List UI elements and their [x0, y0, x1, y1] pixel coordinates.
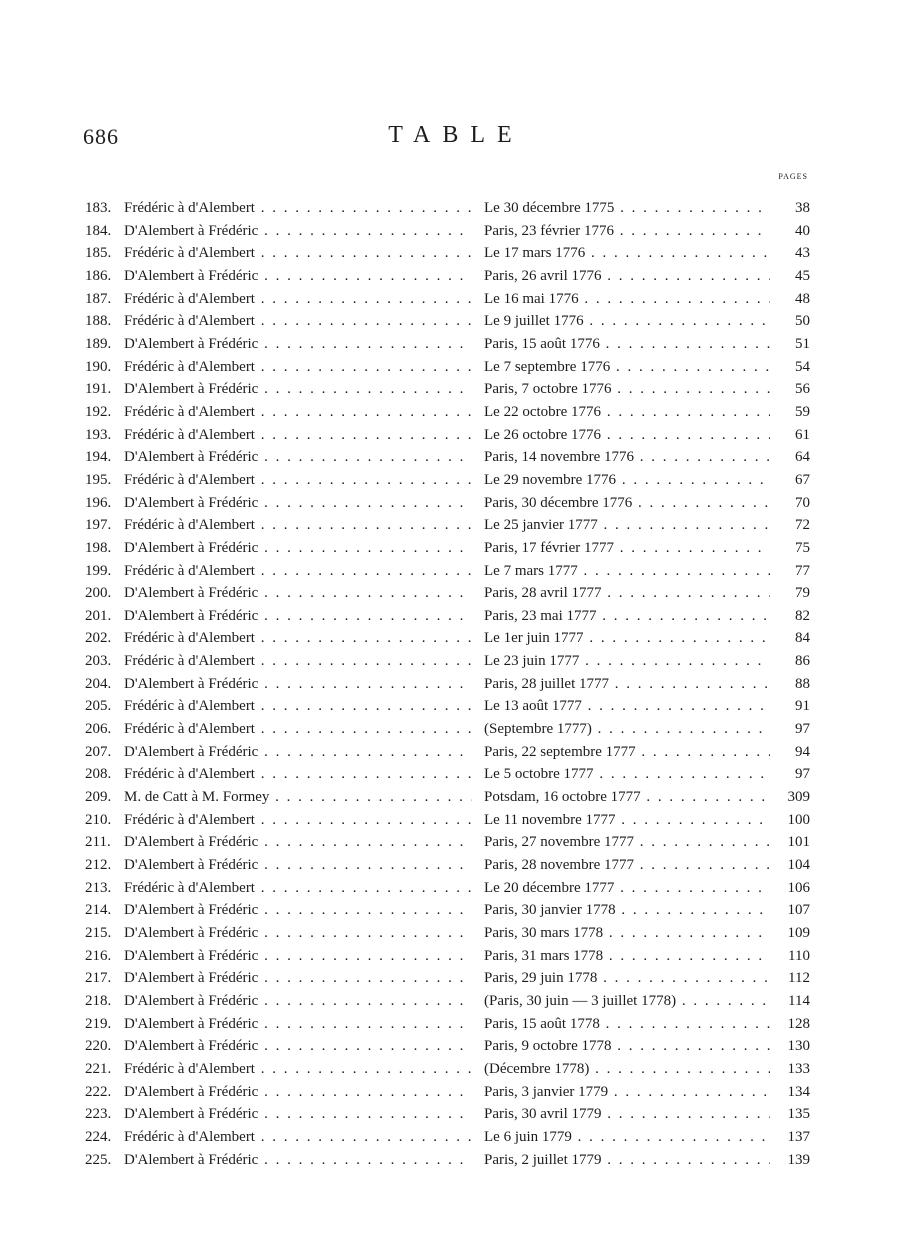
- entry-date: Paris, 30 avril 1779 . . .: [484, 1103, 770, 1126]
- entry-page-number: 51: [770, 333, 810, 356]
- entry-page-number: 72: [770, 514, 810, 537]
- entry-number: 217.: [85, 970, 112, 987]
- entry-number: 191.: [85, 381, 112, 398]
- entry-page-number: 130: [770, 1035, 810, 1058]
- entry-number: 200.: [85, 585, 112, 602]
- entry-page-number: 309: [770, 786, 810, 809]
- toc-entry: [85, 786, 810, 809]
- toc-entry: [85, 378, 810, 401]
- entry-page-number: 64: [770, 446, 810, 469]
- entry-title: D'Alembert à Frédéric . . .: [124, 605, 472, 628]
- entry-date: Le 7 mars 1777 . . .: [484, 560, 770, 583]
- entry-title: D'Alembert à Frédéric . . .: [124, 831, 472, 854]
- entry-number: 195.: [85, 471, 112, 488]
- toc-entry: [85, 1126, 810, 1149]
- entry-number: 194.: [85, 449, 112, 466]
- entry-title: D'Alembert à Frédéric . . .: [124, 582, 472, 605]
- entry-page-number: 67: [770, 469, 810, 492]
- entry-number: 216.: [85, 947, 112, 964]
- entry-title: Frédéric à d'Alembert . . .: [124, 288, 472, 311]
- entry-date: Paris, 26 avril 1776 . . .: [484, 265, 770, 288]
- entry-title: D'Alembert à Frédéric . . .: [124, 1081, 472, 1104]
- entry-title: Frédéric à d'Alembert . . .: [124, 401, 472, 424]
- page-number: 686: [83, 124, 119, 149]
- toc-entry: [85, 990, 810, 1013]
- entry-page-number: 61: [770, 424, 810, 447]
- entry-date: Le 16 mai 1776 . . .: [484, 288, 770, 311]
- entry-page-number: 70: [770, 492, 810, 515]
- entry-number: 192.: [85, 403, 112, 420]
- entry-number: 187.: [85, 290, 112, 307]
- entry-date: Paris, 28 avril 1777 . . .: [484, 582, 770, 605]
- entry-page-number: 109: [770, 922, 810, 945]
- toc-entry: [85, 1035, 810, 1058]
- entry-title: M. de Catt à M. Formey . . .: [124, 786, 472, 809]
- toc-entry: [85, 582, 810, 605]
- entry-date: Le 25 janvier 1777 . . .: [484, 514, 770, 537]
- entry-date: Paris, 3 janvier 1779 . . .: [484, 1081, 770, 1104]
- toc-entry: [85, 560, 810, 583]
- entry-number: 190.: [85, 358, 112, 375]
- entry-page-number: 133: [770, 1058, 810, 1081]
- entry-date: Paris, 30 mars 1778 . . .: [484, 922, 770, 945]
- toc-entry: [85, 945, 810, 968]
- entry-number: 198.: [85, 539, 112, 556]
- entry-number: 208.: [85, 766, 112, 783]
- entry-number: 219.: [85, 1015, 112, 1032]
- toc-entry: [85, 1081, 810, 1104]
- entry-number: 185.: [85, 245, 112, 262]
- toc-entry: [85, 333, 810, 356]
- toc-entry: [85, 537, 810, 560]
- toc-entry: [85, 967, 810, 990]
- toc-entry: [85, 718, 810, 741]
- entry-title: Frédéric à d'Alembert . . .: [124, 356, 472, 379]
- entry-date: Paris, 30 janvier 1778 . . .: [484, 899, 770, 922]
- entry-number: 193.: [85, 426, 112, 443]
- entry-number: 207.: [85, 743, 112, 760]
- running-title: TABLE: [388, 122, 524, 148]
- entry-number: 206.: [85, 721, 112, 738]
- entry-title: D'Alembert à Frédéric . . .: [124, 945, 472, 968]
- entry-page-number: 134: [770, 1081, 810, 1104]
- entry-date: Paris, 7 octobre 1776 . . .: [484, 378, 770, 401]
- toc-entry: [85, 1013, 810, 1036]
- toc-entry: [85, 514, 810, 537]
- entry-title: D'Alembert à Frédéric . . .: [124, 1013, 472, 1036]
- entry-page-number: 114: [770, 990, 810, 1013]
- entry-number: 212.: [85, 857, 112, 874]
- entry-page-number: 56: [770, 378, 810, 401]
- entry-date: Le 11 novembre 1777 . . .: [484, 809, 770, 832]
- toc-entry: [85, 1103, 810, 1126]
- entry-title: Frédéric à d'Alembert . . .: [124, 695, 472, 718]
- toc-entry: [85, 492, 810, 515]
- entry-date: Paris, 15 août 1778 . . .: [484, 1013, 770, 1036]
- entry-title: Frédéric à d'Alembert . . .: [124, 650, 472, 673]
- entry-title: Frédéric à d'Alembert . . .: [124, 310, 472, 333]
- entry-page-number: 100: [770, 809, 810, 832]
- entry-title: D'Alembert à Frédéric . . .: [124, 967, 472, 990]
- entry-date: (Décembre 1778) . . .: [484, 1058, 770, 1081]
- entry-date: Le 7 septembre 1776 . . .: [484, 356, 770, 379]
- toc-entry: [85, 310, 810, 333]
- entry-page-number: 45: [770, 265, 810, 288]
- entry-page-number: 110: [770, 945, 810, 968]
- entry-page-number: 43: [770, 242, 810, 265]
- entry-date: Le 29 novembre 1776 . . .: [484, 469, 770, 492]
- entry-date: Paris, 9 octobre 1778 . . .: [484, 1035, 770, 1058]
- toc-entry: [85, 899, 810, 922]
- entry-date: (Septembre 1777) . . .: [484, 718, 770, 741]
- entry-number: 199.: [85, 562, 112, 579]
- entry-page-number: 88: [770, 673, 810, 696]
- entry-number: 202.: [85, 630, 112, 647]
- toc-entry: [85, 627, 810, 650]
- entry-page-number: 54: [770, 356, 810, 379]
- entry-title: Frédéric à d'Alembert . . .: [124, 197, 472, 220]
- toc-entry: [85, 763, 810, 786]
- entry-title: D'Alembert à Frédéric . . .: [124, 1149, 472, 1172]
- entry-number: 224.: [85, 1128, 112, 1145]
- entry-number: 221.: [85, 1060, 112, 1077]
- entry-title: Frédéric à d'Alembert . . .: [124, 560, 472, 583]
- entry-title: D'Alembert à Frédéric . . .: [124, 1035, 472, 1058]
- toc-entry: [85, 605, 810, 628]
- entry-title: Frédéric à d'Alembert . . .: [124, 718, 472, 741]
- entry-page-number: 59: [770, 401, 810, 424]
- entry-number: 189.: [85, 335, 112, 352]
- toc-entry: [85, 741, 810, 764]
- entry-date: Paris, 31 mars 1778 . . .: [484, 945, 770, 968]
- entry-title: D'Alembert à Frédéric . . .: [124, 446, 472, 469]
- entry-title: Frédéric à d'Alembert . . .: [124, 242, 472, 265]
- entry-title: D'Alembert à Frédéric . . .: [124, 741, 472, 764]
- entry-title: D'Alembert à Frédéric . . .: [124, 922, 472, 945]
- entry-date: Le 23 juin 1777 . . .: [484, 650, 770, 673]
- entry-number: 204.: [85, 675, 112, 692]
- entry-title: Frédéric à d'Alembert . . .: [124, 1126, 472, 1149]
- entry-title: Frédéric à d'Alembert . . .: [124, 424, 472, 447]
- toc-entry: [85, 469, 810, 492]
- entry-number: 184.: [85, 222, 112, 239]
- toc-entry: [85, 1149, 810, 1172]
- entry-title: D'Alembert à Frédéric . . .: [124, 220, 472, 243]
- toc-entry: [85, 446, 810, 469]
- entry-number: 205.: [85, 698, 112, 715]
- toc-entry: [85, 220, 810, 243]
- entry-number: 214.: [85, 902, 112, 919]
- entry-date: Le 20 décembre 1777 . . .: [484, 877, 770, 900]
- entry-page-number: 97: [770, 763, 810, 786]
- entry-number: 218.: [85, 992, 112, 1009]
- entry-date: Paris, 22 septembre 1777 . . .: [484, 741, 770, 764]
- entry-title: D'Alembert à Frédéric . . .: [124, 1103, 472, 1126]
- entry-title: D'Alembert à Frédéric . . .: [124, 492, 472, 515]
- entry-page-number: 139: [770, 1149, 810, 1172]
- toc-entry: [85, 695, 810, 718]
- toc-entry: [85, 197, 810, 220]
- entry-title: D'Alembert à Frédéric . . .: [124, 673, 472, 696]
- entry-number: 197.: [85, 517, 112, 534]
- entry-title: Frédéric à d'Alembert . . .: [124, 627, 472, 650]
- toc-entry: [85, 242, 810, 265]
- entry-page-number: 137: [770, 1126, 810, 1149]
- entry-date: Paris, 15 août 1776 . . .: [484, 333, 770, 356]
- entry-title: D'Alembert à Frédéric . . .: [124, 378, 472, 401]
- entry-page-number: 86: [770, 650, 810, 673]
- entry-page-number: 128: [770, 1013, 810, 1036]
- entry-title: Frédéric à d'Alembert . . .: [124, 514, 472, 537]
- entry-date: Le 5 octobre 1777 . . .: [484, 763, 770, 786]
- entry-date: Le 30 décembre 1775 . . .: [484, 197, 770, 220]
- entry-page-number: 104: [770, 854, 810, 877]
- toc-entry: [85, 424, 810, 447]
- table-of-contents: [85, 197, 810, 1171]
- entry-title: Frédéric à d'Alembert . . .: [124, 469, 472, 492]
- entry-page-number: 91: [770, 695, 810, 718]
- entry-title: D'Alembert à Frédéric . . .: [124, 333, 472, 356]
- entry-date: Paris, 27 novembre 1777 . . .: [484, 831, 770, 854]
- entry-date: Le 9 juillet 1776 . . .: [484, 310, 770, 333]
- entry-date: Paris, 28 juillet 1777 . . .: [484, 673, 770, 696]
- entry-date: Paris, 14 novembre 1776 . . .: [484, 446, 770, 469]
- entry-page-number: 135: [770, 1103, 810, 1126]
- toc-entry: [85, 1058, 810, 1081]
- entry-date: Paris, 2 juillet 1779 . . .: [484, 1149, 770, 1172]
- entry-page-number: 75: [770, 537, 810, 560]
- entry-page-number: 48: [770, 288, 810, 311]
- entry-date: Le 26 octobre 1776 . . .: [484, 424, 770, 447]
- pages-column-label: PAGES: [778, 172, 808, 181]
- entry-date: Paris, 29 juin 1778 . . .: [484, 967, 770, 990]
- toc-entry: [85, 922, 810, 945]
- entry-title: D'Alembert à Frédéric . . .: [124, 990, 472, 1013]
- toc-entry: [85, 877, 810, 900]
- entry-number: 210.: [85, 811, 112, 828]
- toc-entry: [85, 650, 810, 673]
- entry-date: Le 1er juin 1777 . . .: [484, 627, 770, 650]
- entry-title: Frédéric à d'Alembert . . .: [124, 1058, 472, 1081]
- entry-date: Le 6 juin 1779 . . .: [484, 1126, 770, 1149]
- entry-title: D'Alembert à Frédéric . . .: [124, 265, 472, 288]
- entry-number: 215.: [85, 925, 112, 941]
- entry-date: Le 13 août 1777 . . .: [484, 695, 770, 718]
- entry-number: 186.: [85, 267, 112, 284]
- entry-number: 220.: [85, 1038, 112, 1055]
- toc-entry: [85, 854, 810, 877]
- entry-page-number: 38: [770, 197, 810, 220]
- entry-page-number: 84: [770, 627, 810, 650]
- toc-entry: [85, 831, 810, 854]
- entry-page-number: 97: [770, 718, 810, 741]
- entry-title: Frédéric à d'Alembert . . .: [124, 763, 472, 786]
- entry-date: Paris, 28 novembre 1777 . . .: [484, 854, 770, 877]
- toc-entry: [85, 401, 810, 424]
- entry-date: Potsdam, 16 octobre 1777 . . .: [484, 786, 770, 809]
- entry-number: 209.: [85, 789, 112, 806]
- entry-date: Paris, 30 décembre 1776 . . .: [484, 492, 770, 515]
- entry-title: Frédéric à d'Alembert . . .: [124, 809, 472, 832]
- entry-number: 211.: [85, 834, 111, 851]
- toc-entry: [85, 673, 810, 696]
- entry-page-number: 40: [770, 220, 810, 243]
- entry-title: Frédéric à d'Alembert . . .: [124, 877, 472, 900]
- entry-number: 183.: [85, 200, 112, 216]
- entry-number: 225.: [85, 1151, 112, 1168]
- entry-date: Le 17 mars 1776 . . .: [484, 242, 770, 265]
- entry-date: (Paris, 30 juin — 3 juillet 1778) . . .: [484, 990, 770, 1013]
- entry-title: D'Alembert à Frédéric . . .: [124, 854, 472, 877]
- entry-page-number: 82: [770, 605, 810, 628]
- entry-page-number: 94: [770, 741, 810, 764]
- toc-entry: [85, 809, 810, 832]
- entry-number: 222.: [85, 1083, 112, 1100]
- entry-page-number: 79: [770, 582, 810, 605]
- entry-number: 196.: [85, 494, 112, 511]
- entry-number: 213.: [85, 879, 112, 896]
- entry-number: 203.: [85, 653, 112, 670]
- entry-date: Le 22 octobre 1776 . . .: [484, 401, 770, 424]
- entry-page-number: 50: [770, 310, 810, 333]
- entry-page-number: 106: [770, 877, 810, 900]
- entry-date: Paris, 23 février 1776 . . .: [484, 220, 770, 243]
- toc-entry: [85, 356, 810, 379]
- entry-number: 188.: [85, 313, 112, 330]
- entry-number: 201.: [85, 607, 112, 624]
- toc-entry: [85, 288, 810, 311]
- entry-title: D'Alembert à Frédéric . . .: [124, 899, 472, 922]
- entry-page-number: 112: [770, 967, 810, 990]
- entry-title: D'Alembert à Frédéric . . .: [124, 537, 472, 560]
- entry-number: 223.: [85, 1106, 112, 1123]
- entry-page-number: 101: [770, 831, 810, 854]
- entry-date: Paris, 23 mai 1777 . . .: [484, 605, 770, 628]
- entry-page-number: 107: [770, 899, 810, 922]
- entry-page-number: 77: [770, 560, 810, 583]
- entry-date: Paris, 17 février 1777 . . .: [484, 537, 770, 560]
- toc-entry: [85, 265, 810, 288]
